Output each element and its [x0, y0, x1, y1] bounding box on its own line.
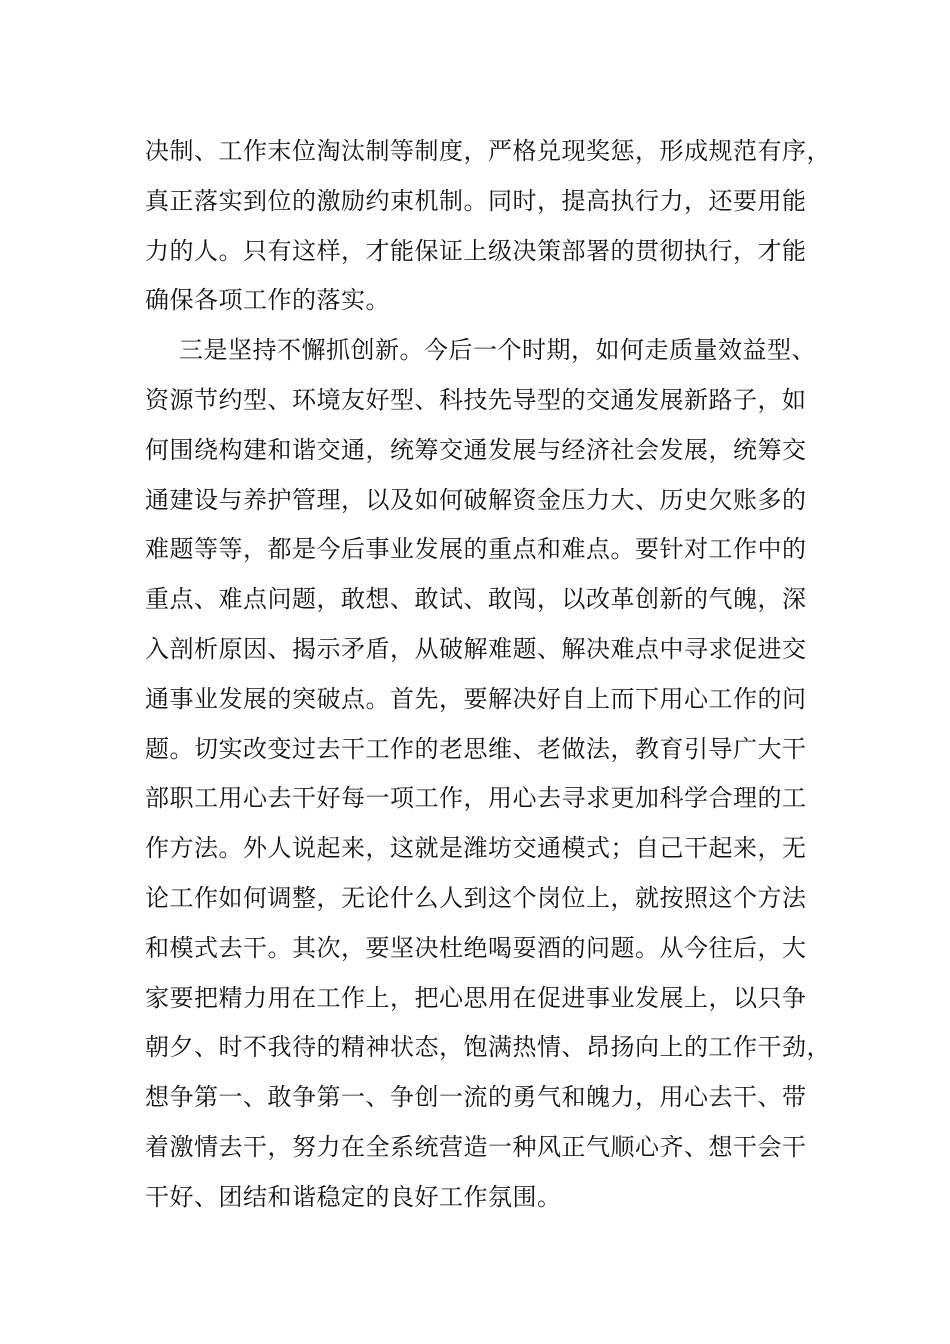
text-line: 通建设与养护管理，以及如何破解资金压力大、历史欠账多的 — [145, 485, 807, 514]
text-line: 资源节约型、环境友好型、科技先导型的交通发展新路子，如 — [145, 385, 807, 414]
text-line: 干好、团结和谐稳定的良好工作氛围。 — [145, 1182, 562, 1211]
text-line: 和模式去干。其次，要坚决杜绝喝耍酒的问题。从今往后，大 — [145, 933, 807, 962]
text-line: 力的人。只有这样，才能保证上级决策部署的贯彻执行，才能 — [145, 236, 807, 265]
text-line: 难题等等，都是今后事业发展的重点和难点。要针对工作中的 — [145, 535, 807, 564]
paragraph-2 — [145, 326, 831, 1222]
paragraph-1 — [145, 127, 831, 326]
text-line: 入剖析原因、揭示矛盾，从破解难题、解决难点中寻求促进交 — [145, 634, 807, 663]
text-line: 通事业发展的突破点。首先，要解决好自上而下用心工作的问 — [145, 684, 807, 713]
text-line: 作方法。外人说起来，这就是潍坊交通模式；自己干起来，无 — [145, 834, 807, 863]
text-line: 着激情去干，努力在全系统营造一种风正气顺心齐、想干会干 — [145, 1132, 807, 1161]
text-line: 朝夕、时不我待的精神状态，饱满热情、昂扬向上的工作干劲， — [145, 1033, 831, 1062]
text-line: 家要把精力用在工作上，把心思用在促进事业发展上，以只争 — [145, 983, 807, 1012]
document-body — [145, 127, 831, 1223]
text-line: 重点、难点问题，敢想、敢试、敢闯，以改革创新的气魄，深 — [145, 585, 807, 614]
text-line: 决制、工作末位淘汰制等制度，严格兑现奖惩，形成规范有序， — [145, 137, 831, 165]
text-line: 部职工用心去干好每一项工作，用心去寻求更加科学合理的工 — [145, 784, 807, 813]
text-line: 真正落实到位的激励约束机制。同时，提高执行力，还要用能 — [145, 186, 807, 215]
text-line: 何围绕构建和谐交通，统筹交通发展与经济社会发展，统筹交 — [145, 435, 807, 464]
text-line-first: 三是坚持不懈抓创新。今后一个时期，如何走质量效益型、 — [179, 336, 816, 365]
text-line: 确保各项工作的落实。 — [145, 286, 390, 315]
text-line: 想争第一、敢争第一、争创一流的勇气和魄力，用心去干、带 — [145, 1083, 807, 1112]
text-line: 题。切实改变过去干工作的老思维、老做法，教育引导广大干 — [145, 734, 807, 763]
text-line: 论工作如何调整，无论什么人到这个岗位上，就按照这个方法 — [145, 883, 807, 912]
